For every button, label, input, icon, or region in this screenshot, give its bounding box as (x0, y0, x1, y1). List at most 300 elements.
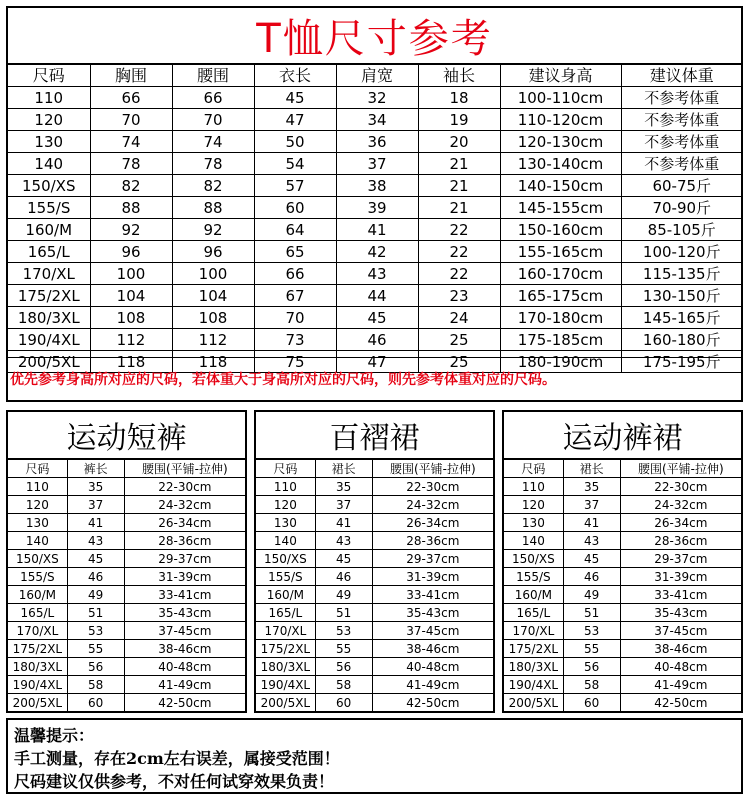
table-cell: 42-50cm (620, 694, 741, 712)
table-cell: 96 (90, 241, 172, 263)
col-header-waist: 腰围(平铺-拉伸) (124, 460, 245, 478)
table-cell: 58 (67, 676, 124, 694)
table-cell: 35-43cm (620, 604, 741, 622)
table-cell: 55 (315, 640, 372, 658)
table-cell: 180/3XL (256, 658, 315, 676)
table-row (256, 658, 493, 676)
table-row (504, 514, 741, 532)
table-cell: 24-32cm (124, 496, 245, 514)
table-cell: 38 (336, 175, 418, 197)
table-header-row (504, 460, 741, 478)
col-header-size: 尺码 (8, 65, 90, 87)
table-cell: 175/2XL (8, 285, 90, 307)
table-cell: 54 (254, 153, 336, 175)
table-row (8, 496, 245, 514)
table-cell: 118 (172, 351, 254, 373)
table-row (504, 550, 741, 568)
table-cell: 24-32cm (372, 496, 493, 514)
table-cell: 22 (418, 241, 500, 263)
table-cell: 26-34cm (372, 514, 493, 532)
table-cell: 41-49cm (372, 676, 493, 694)
table-cell: 35 (563, 478, 620, 496)
table-cell: 57 (254, 175, 336, 197)
table-cell: 40-48cm (620, 658, 741, 676)
table-cell: 22 (418, 219, 500, 241)
table-cell: 21 (418, 153, 500, 175)
table-row (504, 532, 741, 550)
table-row (256, 478, 493, 496)
table-row (8, 532, 245, 550)
table-header-row (8, 460, 245, 478)
table-cell: 78 (172, 153, 254, 175)
table-cell: 118 (90, 351, 172, 373)
table-row (8, 550, 245, 568)
table-cell: 43 (67, 532, 124, 550)
table-cell: 50 (254, 131, 336, 153)
table-cell: 170/XL (256, 622, 315, 640)
table-cell: 104 (90, 285, 172, 307)
table-cell: 42 (336, 241, 418, 263)
table-cell: 51 (67, 604, 124, 622)
table-cell: 49 (563, 586, 620, 604)
table-cell: 150/XS (8, 175, 90, 197)
shorts-size-table (8, 459, 245, 711)
table-cell: 120-130cm (500, 131, 621, 153)
table-cell: 20 (418, 131, 500, 153)
table-cell: 41 (67, 514, 124, 532)
table-cell: 150-160cm (500, 219, 621, 241)
table-cell: 37 (67, 496, 124, 514)
table-row (8, 87, 742, 109)
table-cell: 37 (315, 496, 372, 514)
col-header-sleeve: 袖长 (418, 65, 500, 87)
table-row (8, 175, 742, 197)
table-cell: 35-43cm (124, 604, 245, 622)
table-cell: 60 (254, 197, 336, 219)
table-cell: 51 (563, 604, 620, 622)
table-row (256, 568, 493, 586)
table-cell: 35-43cm (372, 604, 493, 622)
table-row (8, 622, 245, 640)
table-cell: 38-46cm (620, 640, 741, 658)
table-cell: 58 (315, 676, 372, 694)
shorts-size-chart (6, 410, 247, 713)
table-cell: 29-37cm (620, 550, 741, 568)
table-cell: 21 (418, 175, 500, 197)
table-cell: 24 (418, 307, 500, 329)
tips-line-measurement: 手工测量，存在2cm左右误差，属接受范围！ (14, 749, 340, 768)
col-header-waist: 腰围(平铺-拉伸) (372, 460, 493, 478)
table-row (8, 219, 742, 241)
table-row (8, 640, 245, 658)
table-cell: 66 (254, 263, 336, 285)
table-cell: 175-195斤 (621, 351, 742, 373)
table-cell: 37-45cm (124, 622, 245, 640)
table-row (256, 586, 493, 604)
table-cell: 165-175cm (500, 285, 621, 307)
table-cell: 170/XL (8, 622, 67, 640)
table-cell: 42-50cm (124, 694, 245, 712)
sports-skort-chart-title: 运动裤裙 (504, 412, 741, 459)
table-cell: 60 (67, 694, 124, 712)
table-cell: 74 (90, 131, 172, 153)
table-cell: 26-34cm (124, 514, 245, 532)
table-cell: 31-39cm (124, 568, 245, 586)
table-cell: 47 (254, 109, 336, 131)
table-cell: 46 (336, 329, 418, 351)
table-cell: 140-150cm (500, 175, 621, 197)
table-row (8, 263, 742, 285)
table-row (504, 658, 741, 676)
table-cell: 150/XS (256, 550, 315, 568)
table-cell: 160-180斤 (621, 329, 742, 351)
table-cell: 170/XL (8, 263, 90, 285)
table-cell: 18 (418, 87, 500, 109)
table-cell: 22-30cm (620, 478, 741, 496)
table-cell: 34 (336, 109, 418, 131)
table-cell: 28-36cm (620, 532, 741, 550)
table-cell: 180/3XL (8, 658, 67, 676)
table-cell: 53 (563, 622, 620, 640)
table-row (8, 604, 245, 622)
table-header-row (8, 65, 742, 87)
table-cell: 160/M (8, 586, 67, 604)
table-cell: 不参考体重 (621, 109, 742, 131)
table-cell: 75 (254, 351, 336, 373)
table-cell: 112 (172, 329, 254, 351)
table-cell: 120 (504, 496, 563, 514)
table-cell: 70-90斤 (621, 197, 742, 219)
table-cell: 19 (418, 109, 500, 131)
table-row (256, 676, 493, 694)
table-row (8, 568, 245, 586)
table-cell: 160/M (504, 586, 563, 604)
table-row (8, 658, 245, 676)
tips-box (6, 718, 743, 794)
table-cell: 25 (418, 329, 500, 351)
table-cell: 85-105斤 (621, 219, 742, 241)
table-cell: 175-185cm (500, 329, 621, 351)
table-cell: 180/3XL (504, 658, 563, 676)
tshirt-size-chart (6, 6, 743, 402)
table-cell: 112 (90, 329, 172, 351)
sports-skort-size-chart (502, 410, 743, 713)
table-cell: 70 (90, 109, 172, 131)
shorts-chart-title: 运动短裤 (8, 412, 245, 459)
table-cell: 100 (90, 263, 172, 285)
pleated-skirt-chart-title: 百褶裙 (256, 412, 493, 459)
table-cell: 42-50cm (372, 694, 493, 712)
table-cell: 130-150斤 (621, 285, 742, 307)
table-cell: 110 (256, 478, 315, 496)
table-cell: 56 (67, 658, 124, 676)
table-row (504, 604, 741, 622)
col-header-length: 裙长 (315, 460, 372, 478)
col-header-size: 尺码 (256, 460, 315, 478)
table-cell: 165/L (8, 604, 67, 622)
table-cell: 108 (172, 307, 254, 329)
table-cell: 170/XL (504, 622, 563, 640)
table-cell: 55 (563, 640, 620, 658)
table-row (256, 640, 493, 658)
table-cell: 47 (336, 351, 418, 373)
col-header-waist: 腰围 (172, 65, 254, 87)
table-row (8, 131, 742, 153)
table-cell: 140 (504, 532, 563, 550)
table-cell: 175/2XL (8, 640, 67, 658)
table-cell: 53 (67, 622, 124, 640)
table-cell: 120 (8, 496, 67, 514)
table-cell: 23 (418, 285, 500, 307)
table-cell: 140 (8, 153, 90, 175)
table-cell: 31-39cm (372, 568, 493, 586)
table-cell: 155/S (8, 568, 67, 586)
table-cell: 60-75斤 (621, 175, 742, 197)
table-cell: 37-45cm (620, 622, 741, 640)
table-row (8, 586, 245, 604)
table-row (8, 153, 742, 175)
col-header-length: 衣长 (254, 65, 336, 87)
table-cell: 190/4XL (256, 676, 315, 694)
table-cell: 41 (563, 514, 620, 532)
table-cell: 78 (90, 153, 172, 175)
table-row (504, 568, 741, 586)
table-row (8, 478, 245, 496)
table-cell: 180-190cm (500, 351, 621, 373)
table-cell: 35 (67, 478, 124, 496)
table-cell: 60 (315, 694, 372, 712)
table-cell: 60 (563, 694, 620, 712)
table-cell: 55 (67, 640, 124, 658)
table-cell: 58 (563, 676, 620, 694)
table-cell: 100-120斤 (621, 241, 742, 263)
table-row (256, 532, 493, 550)
table-cell: 46 (563, 568, 620, 586)
table-cell: 70 (172, 109, 254, 131)
table-cell: 40-48cm (372, 658, 493, 676)
table-cell: 39 (336, 197, 418, 219)
table-cell: 115-135斤 (621, 263, 742, 285)
table-cell: 200/5XL (8, 351, 90, 373)
table-cell: 155/S (256, 568, 315, 586)
table-cell: 41-49cm (620, 676, 741, 694)
table-cell: 40-48cm (124, 658, 245, 676)
col-header-chest: 胸围 (90, 65, 172, 87)
table-row (8, 307, 742, 329)
table-row (256, 694, 493, 712)
table-row (256, 514, 493, 532)
table-cell: 不参考体重 (621, 153, 742, 175)
table-cell: 175/2XL (256, 640, 315, 658)
table-cell: 73 (254, 329, 336, 351)
table-cell: 82 (172, 175, 254, 197)
table-row (504, 478, 741, 496)
table-cell: 29-37cm (124, 550, 245, 568)
table-cell: 33-41cm (372, 586, 493, 604)
table-cell: 41 (336, 219, 418, 241)
table-cell: 32 (336, 87, 418, 109)
table-cell: 53 (315, 622, 372, 640)
table-cell: 74 (172, 131, 254, 153)
col-header-weight: 建议体重 (621, 65, 742, 87)
table-cell: 45 (315, 550, 372, 568)
table-row (8, 329, 742, 351)
table-cell: 200/5XL (256, 694, 315, 712)
table-cell: 175/2XL (504, 640, 563, 658)
table-cell: 46 (67, 568, 124, 586)
col-header-size: 尺码 (8, 460, 67, 478)
table-cell: 56 (315, 658, 372, 676)
table-cell: 25 (418, 351, 500, 373)
table-row (256, 604, 493, 622)
table-cell: 31-39cm (620, 568, 741, 586)
table-cell: 46 (315, 568, 372, 586)
col-header-shoulder: 肩宽 (336, 65, 418, 87)
table-cell: 130 (256, 514, 315, 532)
table-cell: 130 (504, 514, 563, 532)
table-cell: 43 (336, 263, 418, 285)
table-cell: 22-30cm (372, 478, 493, 496)
table-cell: 43 (315, 532, 372, 550)
table-cell: 120 (8, 109, 90, 131)
table-cell: 140 (8, 532, 67, 550)
table-cell: 45 (67, 550, 124, 568)
table-cell: 155-165cm (500, 241, 621, 263)
table-cell: 38-46cm (124, 640, 245, 658)
table-row (8, 109, 742, 131)
table-row (8, 514, 245, 532)
table-cell: 26-34cm (620, 514, 741, 532)
table-cell: 150/XS (504, 550, 563, 568)
pleated-skirt-size-chart (254, 410, 495, 713)
table-cell: 110-120cm (500, 109, 621, 131)
table-cell: 110 (504, 478, 563, 496)
tshirt-chart-title: T恤尺寸参考 (8, 8, 741, 64)
table-cell: 190/4XL (8, 676, 67, 694)
table-cell: 108 (90, 307, 172, 329)
sports-skort-size-table (504, 459, 741, 711)
table-header-row (256, 460, 493, 478)
table-row (256, 496, 493, 514)
table-row (504, 676, 741, 694)
table-cell: 88 (90, 197, 172, 219)
table-cell: 22 (418, 263, 500, 285)
table-cell: 70 (254, 307, 336, 329)
table-cell: 41-49cm (124, 676, 245, 694)
table-cell: 41 (315, 514, 372, 532)
table-cell: 不参考体重 (621, 87, 742, 109)
tshirt-size-table (8, 64, 742, 373)
table-cell: 24-32cm (620, 496, 741, 514)
col-header-height: 建议身高 (500, 65, 621, 87)
table-row (504, 694, 741, 712)
table-cell: 165/L (256, 604, 315, 622)
table-row (504, 586, 741, 604)
tips-title: 温馨提示： (14, 726, 95, 745)
table-cell: 190/4XL (8, 329, 90, 351)
table-cell: 155/S (8, 197, 90, 219)
table-cell: 200/5XL (504, 694, 563, 712)
table-cell: 145-165斤 (621, 307, 742, 329)
table-cell: 36 (336, 131, 418, 153)
table-cell: 33-41cm (124, 586, 245, 604)
col-header-waist: 腰围(平铺-拉伸) (620, 460, 741, 478)
table-cell: 43 (563, 532, 620, 550)
table-cell: 66 (90, 87, 172, 109)
table-cell: 不参考体重 (621, 131, 742, 153)
table-cell: 37-45cm (372, 622, 493, 640)
col-header-length: 裤长 (67, 460, 124, 478)
table-cell: 49 (67, 586, 124, 604)
table-cell: 145-155cm (500, 197, 621, 219)
table-cell: 49 (315, 586, 372, 604)
table-cell: 140 (256, 532, 315, 550)
table-cell: 44 (336, 285, 418, 307)
table-cell: 160/M (256, 586, 315, 604)
table-cell: 82 (90, 175, 172, 197)
table-cell: 104 (172, 285, 254, 307)
table-cell: 56 (563, 658, 620, 676)
table-cell: 28-36cm (372, 532, 493, 550)
table-row (256, 550, 493, 568)
table-cell: 51 (315, 604, 372, 622)
table-cell: 37 (336, 153, 418, 175)
table-cell: 130 (8, 514, 67, 532)
table-row (8, 694, 245, 712)
size-advice-note: 优先参考身高所对应的尺码，若体重大于身高所对应的尺码，则先参考体重对应的尺码。 (8, 357, 741, 400)
table-row (256, 622, 493, 640)
table-cell: 190/4XL (504, 676, 563, 694)
table-cell: 150/XS (8, 550, 67, 568)
table-cell: 45 (563, 550, 620, 568)
table-cell: 180/3XL (8, 307, 90, 329)
table-row (504, 496, 741, 514)
table-cell: 67 (254, 285, 336, 307)
table-cell: 155/S (504, 568, 563, 586)
table-cell: 22-30cm (124, 478, 245, 496)
table-cell: 110 (8, 87, 90, 109)
table-cell: 130 (8, 131, 90, 153)
table-cell: 38-46cm (372, 640, 493, 658)
table-cell: 21 (418, 197, 500, 219)
table-cell: 28-36cm (124, 532, 245, 550)
table-cell: 160-170cm (500, 263, 621, 285)
table-cell: 37 (563, 496, 620, 514)
table-cell: 92 (172, 219, 254, 241)
table-row (8, 241, 742, 263)
table-cell: 130-140cm (500, 153, 621, 175)
table-cell: 200/5XL (8, 694, 67, 712)
table-cell: 29-37cm (372, 550, 493, 568)
table-cell: 45 (336, 307, 418, 329)
table-cell: 96 (172, 241, 254, 263)
table-cell: 165/L (8, 241, 90, 263)
table-cell: 100 (172, 263, 254, 285)
table-row (8, 285, 742, 307)
table-row (8, 197, 742, 219)
table-row (504, 640, 741, 658)
col-header-length: 裙长 (563, 460, 620, 478)
table-cell: 33-41cm (620, 586, 741, 604)
table-row (8, 676, 245, 694)
table-cell: 110 (8, 478, 67, 496)
table-cell: 100-110cm (500, 87, 621, 109)
table-cell: 160/M (8, 219, 90, 241)
table-cell: 92 (90, 219, 172, 241)
table-cell: 65 (254, 241, 336, 263)
table-cell: 88 (172, 197, 254, 219)
table-row (504, 622, 741, 640)
